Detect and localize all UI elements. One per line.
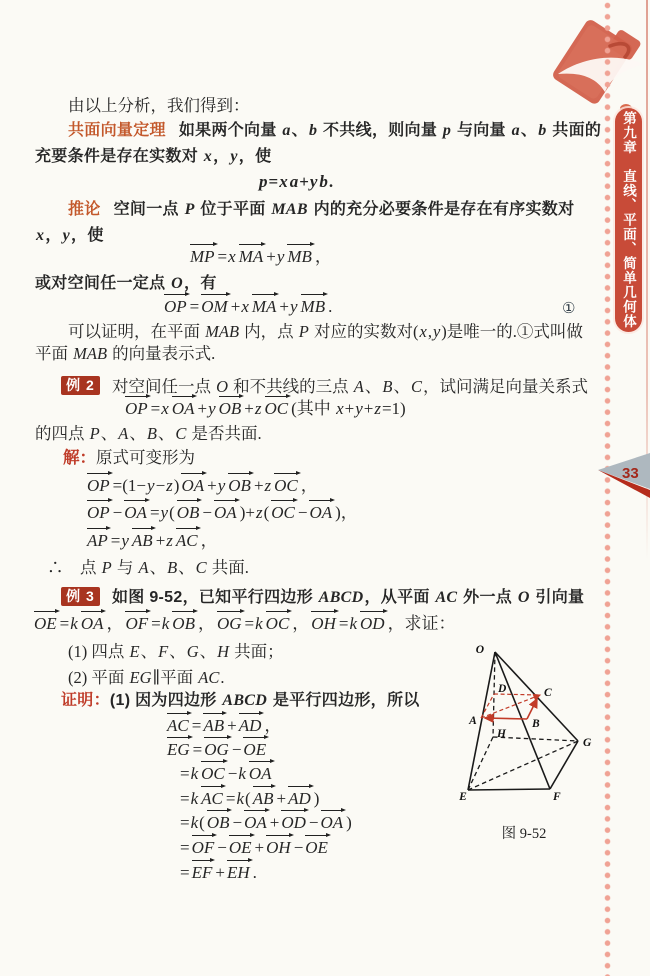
proof-step: = EF + EH . <box>180 863 257 882</box>
figure-label-A: A <box>469 715 477 727</box>
figure-label-O: O <box>475 644 484 656</box>
theorem-line2: 充要条件是存在实数对 x，y，使 <box>35 148 272 165</box>
proof-intro-line <box>61 691 420 711</box>
remark-line1: 可以证明，在平面 MAB 内，点 P 对应的实数对(x,y)是唯一的.①式叫做 <box>68 322 583 341</box>
corollary-line1 <box>68 200 574 220</box>
remark-line2: 平面 MAB 的向量表示式. <box>35 344 216 363</box>
proof-step: =k( OB − OA + OD − OA ) <box>180 813 352 832</box>
corollary-line3: 或对空间任一定点 O，有 <box>35 275 217 292</box>
proof-step: = OF − OE + OH − OE <box>180 838 328 857</box>
figure-label-E: E <box>459 791 467 803</box>
solution-conclusion: ∴ 点 P 与 A、B、C 共面. <box>47 558 249 577</box>
example3-line2: OE =k OA ， OF =k OB ， OG =k OC ， OH =k OD ，求证： <box>34 614 456 633</box>
bookmark-graphic <box>552 14 648 114</box>
figure-label-G: G <box>583 737 592 749</box>
solution-step: OP =(1−y−z) OA +y OB +z OC ， <box>87 476 318 495</box>
proof-label: 证明： <box>61 692 110 709</box>
example2-badge: 例 2 <box>61 376 100 395</box>
corollary-formula2: OP = OM +x MA +y MB . <box>164 297 333 316</box>
proof-step: EG = OG − OE <box>167 740 267 759</box>
theorem-formula: p=x a+y b. <box>259 172 334 191</box>
proof-step: =k AC =k( AB + AD ) <box>180 789 320 808</box>
page-number-tab <box>596 452 650 504</box>
figure-label-D: D <box>498 683 507 695</box>
figure-caption: 图 9-52 <box>501 826 547 842</box>
example3-badge: 例 3 <box>61 587 100 606</box>
proof-intro: (1) 因为四边形 ABCD 是平行四边形，所以 <box>109 692 420 709</box>
chapter-tab: 第九章 直线、平面、简单几何体 <box>615 108 642 332</box>
solution-step: OP − OA =y( OB − OA )+z( OC − OA )， <box>87 503 358 522</box>
corollary-text1: 空间一点 P 位于平面 MAB 内的充分必要条件是存在有序实数对 <box>113 201 575 218</box>
example3-item2: (2) 平面 EG∥平面 AC. <box>68 668 225 687</box>
intro-paragraph: 由以上分析，我们得到： <box>68 96 250 115</box>
solution-label: 解： <box>63 448 96 467</box>
equation-tag: ① <box>562 301 576 317</box>
solution-step: AP =y AB +z AC ， <box>87 531 218 550</box>
example2-line1: 对空间任一点 O 和不共线的三点 A、B、C，试问满足向量关系式 <box>112 377 588 396</box>
theorem-line1 <box>68 121 601 141</box>
example2-line2: 的四点 P、A、B、C 是否共面. <box>35 424 262 443</box>
page-number: 33 <box>622 465 639 482</box>
theorem-text1: 如果两个向量 a、b 不共线，则向量 p 与向量 a、b 共面的 <box>178 122 602 139</box>
figure-label-B: B <box>532 718 540 730</box>
solution-intro: 原式可变形为 <box>96 448 195 467</box>
figure-label-H: H <box>497 728 506 740</box>
example3-item1: (1) 四点 E、F、G、H 共面； <box>68 642 284 661</box>
corollary-formula1: MP =x MA +y MB ， <box>190 247 332 266</box>
figure-label-F: F <box>553 791 561 803</box>
figure-label-C: C <box>544 687 552 699</box>
figure-9-52 <box>448 640 600 810</box>
example3-line1: 如图 9-52，已知平行四边形 ABCD，从平面 AC 外一点 O 引向量 <box>112 589 585 606</box>
theorem-label: 共面向量定理 <box>68 122 166 139</box>
corollary-line2: x，y，使 <box>36 227 104 244</box>
solution-intro-line <box>63 448 195 468</box>
corollary-label: 推论 <box>68 201 101 218</box>
proof-step: AC = AB + AD ， <box>167 716 282 735</box>
proof-step: =k OC −k OA <box>180 764 272 783</box>
example2-formula: OP =x OA +y OB +z OC (其中 x+y+z=1) <box>125 399 406 418</box>
